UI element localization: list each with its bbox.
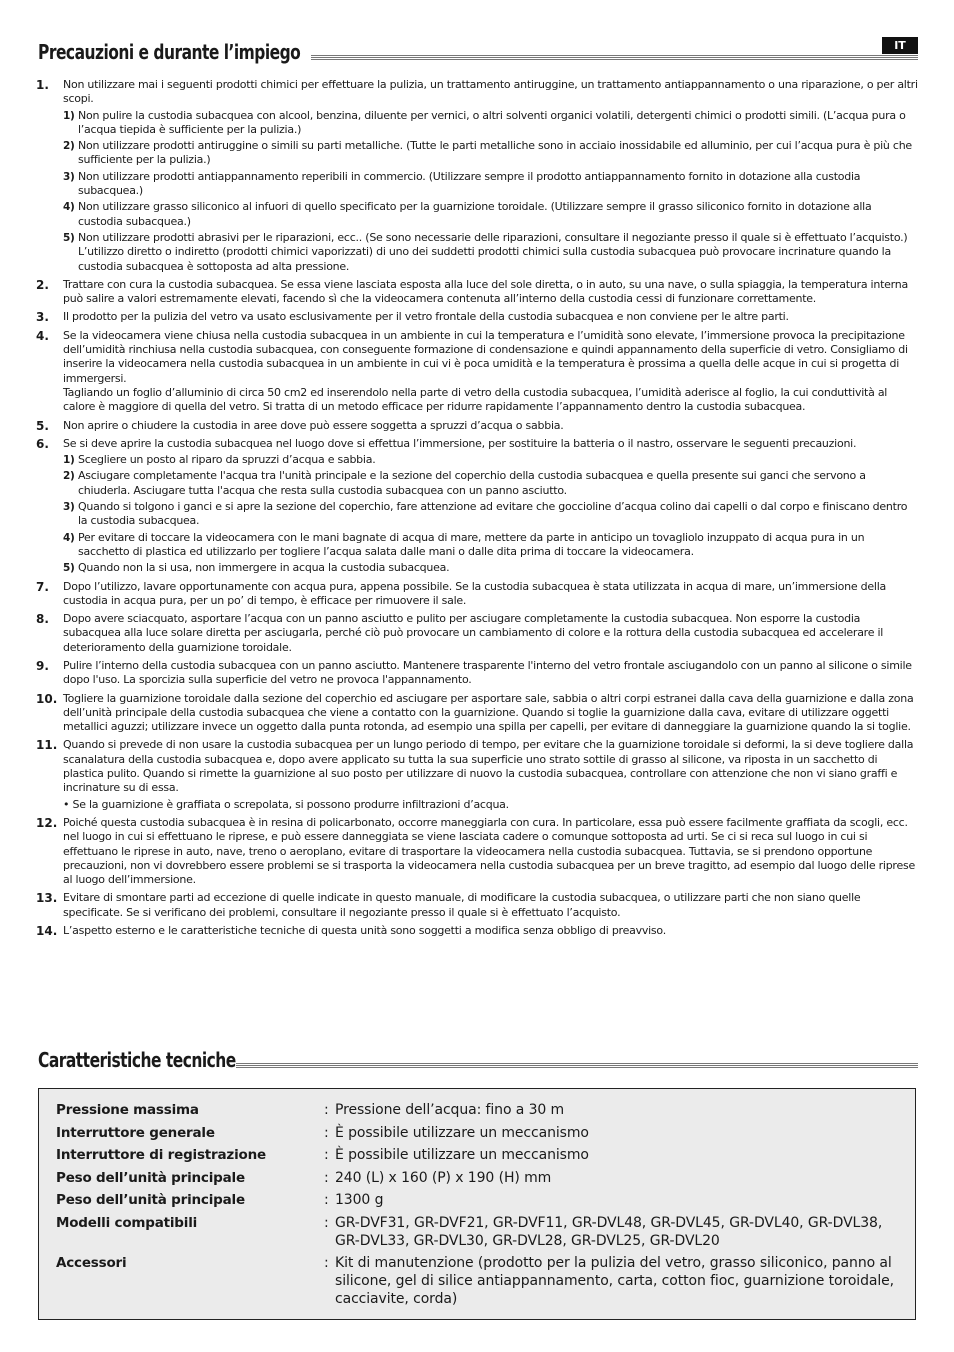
item-number: 3.	[36, 310, 49, 325]
sub-item-text: Non pulire la custodia subacquea con alcool, benzina, diluente per vernici, o altri solventi organici volatili, detergenti chimici o prodotti simili. (L’acqua pura o l’acqua tiepida è sufficiente per la pulizia.)	[78, 108, 906, 136]
list-item	[36, 437, 918, 576]
item-text: Dopo l’utilizzo, lavare opportunamente con acqua pura, appena possibile. Se la custodia subacquea è stata utilizzata in acqua di mare, un’immersione della custodia in acqua pura, per un po’ di tempo, è efficace per rimuovere il sale.	[63, 579, 887, 607]
item-text: Evitare di smontare parti ad eccezione di quelle indicate in questo manuale, di modificare la custodia subacquea, o utilizzare parti che non siano quelle specificate. Se si verificano dei problemi, consultare il negoziante presso il quale si è effettuato l’acquisto.	[63, 891, 861, 919]
item-body	[63, 419, 918, 433]
sub-item-text: Non utilizzare prodotti abrasivi per le riparazioni, ecc.. (Se sono necessarie delle riparazioni, consultare il negoziante presso il quale si è effettuato l’acquisto.) L’utilizzo diretto o indiretto (prodotti chimici vaporizzati) di uno dei suddetti prodotti chimici sulla custodia subacquea può provocare incrinature quando la custodia subacquea è sottoposta ad alta pressione.	[78, 230, 908, 273]
list-item	[36, 419, 918, 433]
list-item	[36, 659, 918, 688]
item-text: Il prodotto per la pulizia del vetro va usato esclusivamente per il vetro frontale della custodia subacquea e non conviene per le altre parti.	[63, 310, 789, 324]
spec-label: Interruttore generale	[56, 1124, 215, 1141]
section-heading-precautions	[38, 40, 918, 64]
precautions-list	[36, 78, 918, 942]
sub-item-text: Per evitare di toccare la videocamera con le mani bagnate di acqua di mare, mettere da parte in anticipo un tovagliolo inzuppato di acqua pura in un sacchetto di plastica ed utilizzarlo per togliere l’acqua salata dalle mani o dalle dita prima di toccare la videocamera.	[78, 530, 865, 558]
spec-value: È possibile utilizzare un meccanismo	[335, 1147, 589, 1163]
spec-label: Modelli compatibili	[56, 1214, 198, 1231]
sub-item-number: 5)	[63, 562, 75, 575]
specifications-box	[38, 1088, 916, 1320]
item-body	[63, 891, 918, 920]
list-item	[36, 278, 918, 307]
item-text: Se si deve aprire la custodia subacquea nel luogo dove si effettua l’immersione, per sostituire la batteria o il nastro, osservare le seguenti precauzioni.	[63, 436, 857, 450]
sub-item-number: 2)	[63, 140, 75, 153]
sub-item-number: 4)	[63, 201, 75, 214]
sub-item	[63, 231, 918, 274]
sub-item-text: Non utilizzare prodotti antiruggine o simili su parti metalliche. (Tutte le parti metalliche sono in acciaio inossidabile ed alluminio, per cui l’acqua pura è più che sufficiente per la pulizia.)	[78, 139, 912, 167]
sub-item-number: 1)	[63, 109, 75, 122]
list-item	[36, 738, 918, 811]
heading-rule	[311, 55, 918, 61]
list-item	[36, 692, 918, 735]
sub-item	[63, 139, 918, 168]
item-body	[63, 310, 918, 324]
section-title: Caratteristiche tecniche	[38, 1048, 236, 1072]
item-number: 5.	[36, 418, 49, 433]
item-number: 9.	[36, 658, 49, 673]
list-item	[36, 612, 918, 655]
item-text: Togliere la guarnizione toroidale dalla sezione del coperchio ed asciugare per asportare sale, sabbia o altri corpi estranei dalla cava della guarnizione e dalla zona dell’unità principale della custodia subacquea che viene a contatto con la guarnizione. Quando si toglie la guarnizione dalla cava, evitare di utilizzare oggetti metallici aguzzi; utilizzare invece un oggetto dalla punta rotonda, ad esempio una spilla per capelli, per evitare di danneggiare la guarnizione quando la si toglie.	[63, 691, 914, 734]
spec-row	[56, 1169, 906, 1187]
item-number: 8.	[36, 612, 49, 627]
item-text: Quando si prevede di non usare la custodia subacquea per un lungo periodo di tempo, per evitare che la guarnizione toroidale si deformi, la si deve togliere dalla scanalatura della custodia subacquea e, dopo avere applicato su tutta la sua superficie uno strato sottile di grasso al silicone, va riposta in un sacchetto di plastica pulito. Quando si rimette la guarnizione al suo posto per utilizzare di nuovo la custodia subacquea, controllare con attenzione che non vi siano graffi e incrinature su di essa.	[63, 738, 914, 795]
spec-label: Accessori	[56, 1255, 127, 1271]
spec-label: Peso dell’unità principale	[56, 1169, 245, 1186]
section-heading-specs	[38, 1048, 918, 1072]
item-body	[63, 580, 918, 609]
bullet-note: • Se la guarnizione è graffiata o screpolata, si possono produrre infiltrazioni d’acqua.	[63, 797, 509, 811]
spec-colon: :	[324, 1169, 329, 1186]
sub-item	[63, 170, 918, 199]
list-item	[36, 310, 918, 324]
spec-value: 1300 g	[335, 1192, 384, 1208]
sub-item-text: Asciugare completamente l'acqua tra l'unità principale e la sezione del coperchio della custodia subacquea e quella presente sui ganci che servono a chiuderla. Asciugare tutta l'acqua che resta sulla custodia subacquea con un panno asciutto.	[78, 469, 866, 497]
item-text: L’aspetto esterno e le caratteristiche tecniche di questa unità sono soggetti a modifica senza obbligo di preavviso.	[63, 924, 666, 938]
sub-item	[63, 109, 918, 138]
spec-row	[56, 1254, 906, 1308]
list-item	[36, 78, 918, 274]
spec-label: Pressione massima	[56, 1102, 199, 1118]
sub-item	[63, 561, 918, 575]
item-number: 10.	[36, 691, 58, 706]
item-body	[63, 924, 918, 938]
sub-item	[63, 500, 918, 529]
sub-item	[63, 200, 918, 229]
spec-row	[56, 1146, 906, 1164]
item-number: 6.	[36, 436, 49, 451]
item-number: 12.	[36, 815, 58, 830]
item-body	[63, 278, 918, 307]
spec-colon: :	[324, 1102, 329, 1118]
spec-row	[56, 1214, 906, 1250]
section-title: Precauzioni e durante l’impiego	[38, 40, 301, 64]
spec-label: Interruttore di registrazione	[56, 1147, 266, 1163]
item-body	[63, 738, 918, 811]
sub-item	[63, 453, 918, 467]
item-number: 13.	[36, 891, 58, 906]
list-item	[36, 580, 918, 609]
spec-colon: :	[324, 1255, 329, 1271]
spec-value: Pressione dell’acqua: fino a 30 m	[335, 1102, 565, 1118]
spec-colon: :	[324, 1147, 329, 1163]
spec-colon: :	[324, 1124, 329, 1141]
sub-item	[63, 531, 918, 560]
item-text: Non aprire o chiudere la custodia in aree dove può essere soggetta a spruzzi d’acqua o sabbia.	[63, 418, 564, 432]
list-item	[36, 329, 918, 415]
item-number: 4.	[36, 328, 49, 343]
item-number: 11.	[36, 738, 58, 753]
item-body	[63, 78, 918, 274]
item-body	[63, 659, 918, 688]
spec-value: 240 (L) x 160 (P) x 190 (H) mm	[335, 1169, 552, 1186]
sub-item-number: 3)	[63, 170, 75, 183]
spec-value: GR-DVF31, GR-DVF21, GR-DVF11, GR-DVL48, GR-DVL45, GR-DVL40, GR-DVL38, GR-DVL33, GR-DVL30, GR-DVL28, GR-DVL25, GR-DVL20	[335, 1214, 883, 1249]
language-tab: IT	[882, 37, 918, 54]
item-text: Se la videocamera viene chiusa nella custodia subacquea in un ambiente in cui la temperatura e l’umidità sono elevate, l’immersione provoca la precipitazione dell’umidità rinchiusa nella custodia subacquea, con conseguente formazione di condensazione e quindi appannamento della superficie di vetro. Consigliamo di inserire la videocamera nella custodia subacquea in un ambiente in cui vi è poca umidità e la temperatura è prossima a quella delle acque in cui si progetta di immergersi.	[63, 328, 908, 385]
item-number: 7.	[36, 579, 49, 594]
specifications-table	[56, 1101, 906, 1313]
spec-label: Peso dell’unità principale	[56, 1192, 245, 1208]
heading-rule	[236, 1063, 918, 1069]
item-body	[63, 692, 918, 735]
sub-item-text: Quando non la si usa, non immergere in acqua la custodia subacquea.	[78, 561, 450, 575]
spec-colon: :	[324, 1192, 329, 1208]
spec-colon: :	[324, 1214, 329, 1231]
item-text: Trattare con cura la custodia subacquea. Se essa viene lasciata esposta alla luce del sole diretta, o in auto, su una nave, o sulla spiaggia, la temperatura interna può salire a valori estremamente elevati, facendo sì che la videocamera contenuta all’interno della custodia cessi di funzionare correttamente.	[63, 277, 908, 306]
sub-item-number: 1)	[63, 454, 75, 467]
item-number: 14.	[36, 924, 58, 939]
sub-item-number: 3)	[63, 501, 75, 514]
sub-item	[63, 469, 918, 498]
sub-item-number: 5)	[63, 231, 75, 244]
item-number: 1.	[36, 78, 49, 92]
item-body	[63, 329, 918, 415]
spec-value: Kit di manutenzione (prodotto per la pulizia del vetro, grasso siliconico, panno al silicone, gel di silice antiappannamento, carta, cotton fioc, guarnizione toroidale, cacciavite, corda)	[335, 1255, 895, 1307]
item-body	[63, 816, 918, 887]
sub-item-number: 4)	[63, 531, 75, 544]
spec-row	[56, 1124, 906, 1142]
item-number: 2.	[36, 277, 49, 292]
spec-row	[56, 1191, 906, 1209]
sub-item-text: Scegliere un posto al riparo da spruzzi d’acqua e sabbia.	[78, 453, 376, 467]
item-text: Poiché questa custodia subacquea è in resina di policarbonato, occorre maneggiarla con cura. In particolare, essa può essere facilmente graffiata da scogli, ecc. nel luogo in cui si effettuano le riprese, e può essere danneggiata se viene lasciata cadere o comunque sottoposta ad urti. Se ci si reca sul luogo in cui si effettuano le riprese in auto, nave, treno o aeroplano, evitare di trasportare la videocamera nella custodia subacquea. Tuttavia, se si prendono opportune precauzioni, non vi dovrebbero essere problemi se si trasporta la videocamera nella custodia subacquea per un breve tragitto, ad esempio dal luogo delle riprese al luogo dell’immersione.	[63, 815, 915, 887]
list-item	[36, 816, 918, 887]
item-text: Non utilizzare mai i seguenti prodotti chimici per effettuare la pulizia, un trattamento antiruggine, un trattamento antiappannamento o una riparazione, o per altri scopi.	[63, 78, 918, 106]
sub-item-text: Non utilizzare prodotti antiappannamento reperibili in commercio. (Utilizzare sempre il prodotto antiappannamento fornito in dotazione alla custodia subacquea.)	[78, 169, 861, 198]
list-item	[36, 924, 918, 938]
sub-item-number: 2)	[63, 470, 75, 483]
item-text: Dopo avere sciacquato, asportare l’acqua con un panno asciutto e pulito per asciugare completamente la custodia subacquea. Non esporre la custodia subacquea alla luce solare diretta per asciugarla, perché ciò può provocare un cambiamento di colore e la rottura della custodia subacquea ed accelerare il deterioramento della guarnizione toroidale.	[63, 612, 884, 654]
item-text: Pulire l’interno della custodia subacquea con un panno asciutto. Mantenere trasparente l'interno del vetro frontale asciugandolo con un panno al silicone o simile dopo l'uso. La sporcizia sulla superficie del vetro ne provoca l'appannamento.	[63, 658, 912, 687]
list-item	[36, 891, 918, 920]
sub-item-text: Quando si tolgono i ganci e si apre la sezione del coperchio, fare attenzione ad evitare che goccioline d’acqua colino dai capelli o dal corpo e finiscano dentro la custodia subacquea.	[78, 500, 908, 528]
spec-value: È possibile utilizzare un meccanismo	[335, 1124, 589, 1141]
item-text: Tagliando un foglio d’alluminio di circa 50 cm2 ed inserendolo nella parte di vetro della custodia subacquea, l’umidità aderisce al foglio, la cui conduttività al calore è maggiore di quella del vetro. Si tratta di un metodo efficace per ridurre rapidamente l’appannamento dentro la custodia subacquea.	[63, 385, 888, 414]
item-body	[63, 612, 918, 655]
spec-row	[56, 1101, 906, 1119]
sub-item-text: Non utilizzare grasso siliconico al infuori di quello specificato per la guarnizione toroidale. (Utilizzare sempre il grasso siliconico fornito in dotazione alla custodia subacquea.)	[78, 200, 872, 228]
item-body	[63, 437, 918, 576]
